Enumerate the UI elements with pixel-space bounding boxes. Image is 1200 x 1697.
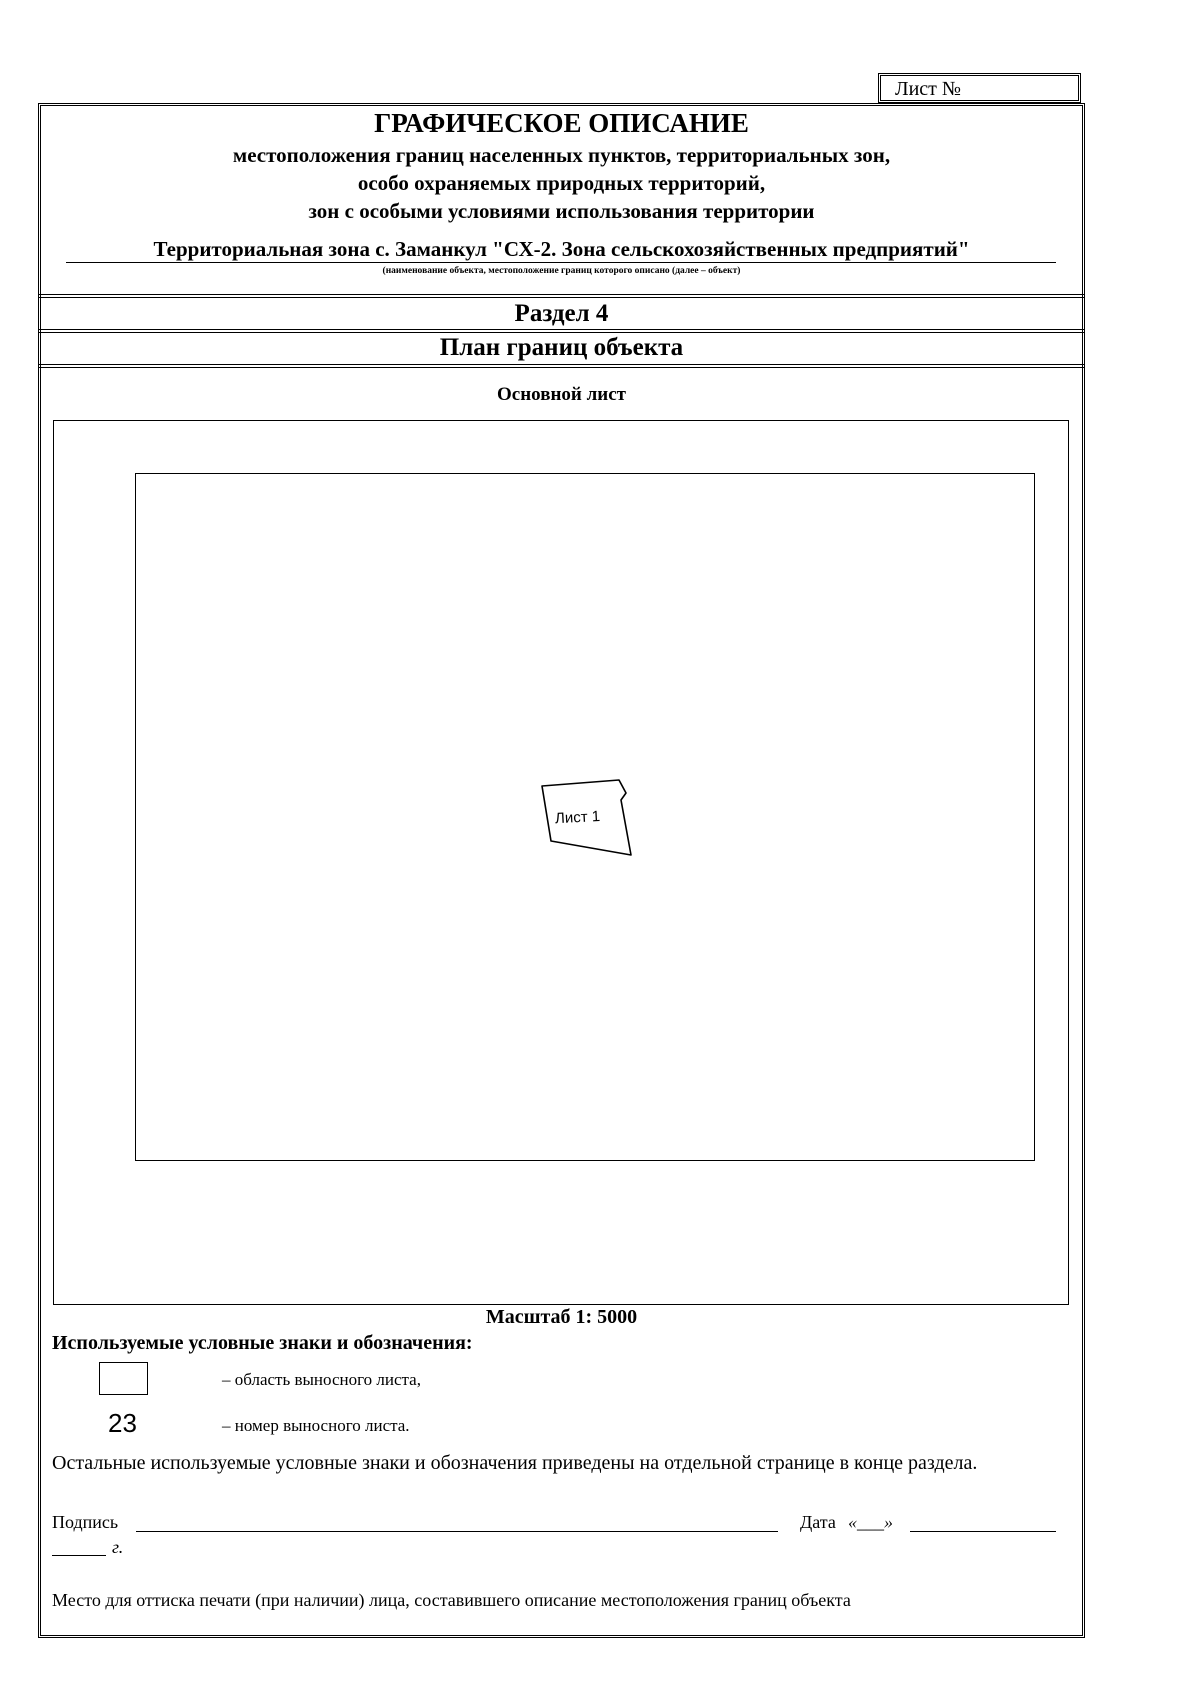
subtitle-line-1: местоположения границ населенных пунктов, территориальных зон, <box>232 143 891 167</box>
date-year-line <box>52 1555 106 1556</box>
signature-line <box>136 1531 778 1532</box>
section-title: План границ объекта <box>439 334 684 361</box>
date-day-field: «___» <box>848 1512 893 1532</box>
sheet-number-label: Лист № <box>895 78 961 100</box>
legend-item-2-text: – номер выносного листа. <box>222 1416 410 1435</box>
subtitle-line-2: особо охраняемых природных территорий, <box>357 171 766 195</box>
main-sheet-label: Основной лист <box>497 384 626 405</box>
date-month-line <box>910 1531 1056 1532</box>
stamp-place-text: Место для оттиска печати (при наличии) лица, составившего описание местоположения границ объекта <box>52 1590 851 1610</box>
document-title: ГРАФИЧЕСКОЕ ОПИСАНИЕ <box>374 108 749 138</box>
signature-label: Подпись <box>52 1512 119 1532</box>
legend-item-1-text: – область выносного листа, <box>222 1370 421 1389</box>
scale-label: Масштаб 1: 5000 <box>485 1306 638 1328</box>
legend-sheet-number-symbol: 23 <box>108 1408 137 1438</box>
legend-sheet-area-symbol <box>99 1362 148 1395</box>
map-sheet-label: Лист 1 <box>554 807 601 828</box>
object-name: Территориальная зона с. Заманкул "СХ-2. Зона сельскохозяйственных предприятий" <box>153 237 970 261</box>
object-name-caption: (наименование объекта, местоположение границ которого описано (далее – объект) <box>382 266 741 276</box>
date-label: Дата <box>800 1512 836 1532</box>
section-number: Раздел 4 <box>514 300 609 327</box>
year-suffix: г. <box>112 1537 124 1557</box>
legend-title: Используемые условные знаки и обозначения: <box>52 1332 473 1354</box>
subtitle-line-3: зон с особыми условиями использования территории <box>308 199 815 223</box>
other-symbols-note: Остальные используемые условные знаки и обозначения приведены на отдельной странице в конце раздела. <box>52 1452 978 1474</box>
